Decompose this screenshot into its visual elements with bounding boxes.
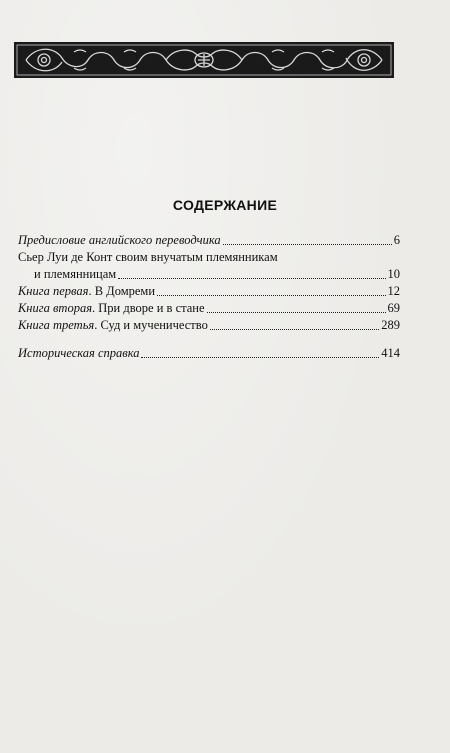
toc-page-number: 12 <box>387 284 400 298</box>
toc-entry-subtitle: . В Домреми <box>88 284 156 298</box>
leader-dots <box>207 312 386 313</box>
toc-entry-title-italic: Книга вторая <box>18 301 93 315</box>
toc-page-number: 69 <box>387 301 400 315</box>
table-of-contents <box>18 232 400 362</box>
toc-entry <box>18 300 400 317</box>
toc-entry-label: Сьер Луи де Конт своим внучатым племянникам <box>18 250 278 264</box>
toc-entry-label-continuation: и племянницам <box>34 267 117 281</box>
leader-dots <box>118 278 385 279</box>
toc-page-number: 10 <box>387 267 400 281</box>
toc-entry <box>18 232 400 249</box>
leader-dots <box>141 357 379 358</box>
toc-entry-title-italic: Историческая справка <box>18 346 140 360</box>
toc-entry-title-italic: Предисловие английского переводчика <box>18 233 221 247</box>
toc-entry <box>18 283 400 300</box>
toc-entry-label <box>18 300 205 317</box>
leader-dots <box>157 295 385 296</box>
toc-entry-label <box>18 317 208 334</box>
toc-entry-title-italic: Книга третья <box>18 318 95 332</box>
show-through-text <box>0 100 450 112</box>
toc-entry-label <box>18 232 221 249</box>
toc-entry-subtitle: . При дворе и в стане <box>92 301 205 315</box>
page-title: СОДЕРЖАНИЕ <box>172 197 278 213</box>
toc-entry <box>18 345 400 362</box>
toc-page-number: 414 <box>381 346 400 360</box>
toc-entry-title-italic: Книга первая <box>18 284 89 298</box>
toc-spacer <box>18 334 400 345</box>
toc-entry <box>18 317 400 334</box>
toc-entry-label <box>18 283 155 300</box>
ornamental-header-icon <box>14 40 394 80</box>
leader-dots <box>210 329 379 330</box>
leader-dots <box>223 244 392 245</box>
toc-entry <box>18 249 400 283</box>
toc-page-number: 6 <box>393 233 400 247</box>
toc-entry-label <box>18 345 139 362</box>
toc-entry-subtitle: . Суд и мученичество <box>94 318 208 332</box>
toc-page-number: 289 <box>381 318 400 332</box>
